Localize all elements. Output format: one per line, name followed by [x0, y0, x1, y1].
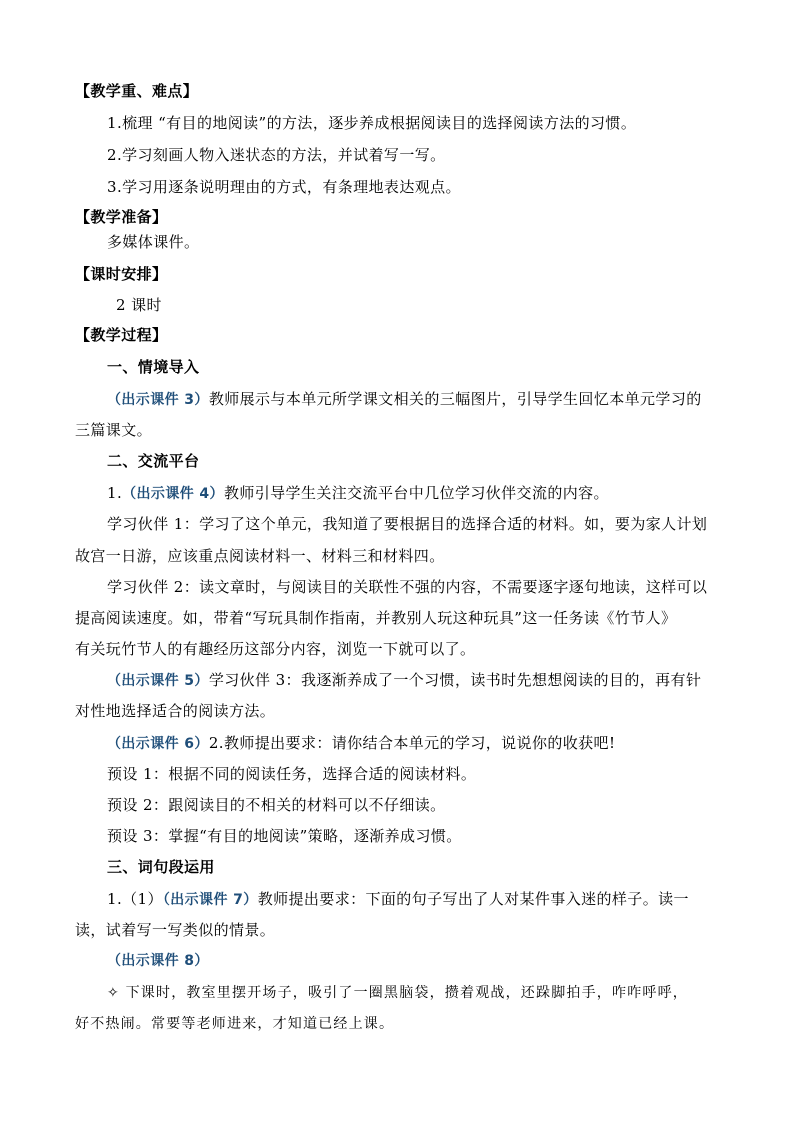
courseware-cue: （出示课件 5） — [107, 673, 209, 689]
partner1-line-1: 学习伙伴 1：学习了这个单元，我知道了要根据目的选择合适的材料。如，要为家人计划 — [107, 515, 708, 533]
part2-title: 二、交流平台 — [107, 452, 200, 470]
prep-heading: 【教学准备】 — [75, 208, 168, 226]
item-number: 1. — [107, 484, 123, 502]
part1-line-1 — [107, 389, 702, 410]
item-text: 教师引导学生关注交流平台中几位学习伙伴交流的内容。 — [223, 484, 609, 502]
focus-item-1: 1.梳理 “有目的地阅读”的方法，逐步养成根据阅读目的选择阅读方法的习惯。 — [107, 114, 637, 132]
process-heading: 【教学过程】 — [75, 326, 168, 344]
courseware-cue: （出示课件 7） — [162, 892, 258, 908]
part3-item-line-2: 读，试着写一写类似的情景。 — [75, 921, 276, 939]
partner3-line-2: 对性地选择适合的阅读方法。 — [75, 702, 276, 720]
schedule-heading: 【课时安排】 — [75, 265, 168, 283]
item-number: 1.（1） — [107, 890, 163, 908]
courseware-cue: （出示课件 8） — [107, 953, 209, 969]
partner3-text: 学习伙伴 3：我逐渐养成了一个习惯，读书时先想想阅读的目的，再有针 — [208, 671, 702, 689]
example-text-1: 下课时，教室里摆开场子，吸引了一圈黑脑袋，攒着观战，还跺脚拍手，咋咋呼呼， — [125, 985, 688, 1001]
courseware-cue: （出示课件 6） — [107, 736, 209, 752]
partner3-line-1 — [107, 670, 701, 691]
partner1-line-2: 故宫一日游，应该重点阅读材料一、材料三和材料四。 — [75, 547, 445, 565]
item-text: 教师提出要求：下面的句子写出了人对某件事入迷的样子。读一 — [257, 890, 689, 908]
focus-heading: 【教学重、难点】 — [75, 82, 199, 100]
focus-item-3: 3.学习用逐条说明理由的方式，有条理地表达观点。 — [107, 178, 461, 196]
preset-2: 预设 2：跟阅读目的不相关的材料可以不仔细读。 — [107, 796, 446, 814]
preset-3: 预设 3：掌握“有目的地阅读”策略，逐渐养成习惯。 — [107, 827, 462, 845]
item-text: 2.教师提出要求：请你结合本单元的学习，说说你的收获吧! — [208, 734, 616, 752]
courseware-cue: （出示课件 3） — [107, 392, 209, 408]
part3-item-line-1 — [107, 889, 689, 910]
part1-title: 一、情境导入 — [107, 358, 200, 376]
courseware-cue: （出示课件 4） — [122, 486, 224, 502]
part2-item-1 — [107, 483, 609, 504]
part2-item-2 — [107, 733, 615, 754]
diamond-icon: ✧ — [107, 985, 120, 1001]
focus-item-2: 2.学习刻画人物入迷状态的方法，并试着写一写。 — [107, 146, 446, 164]
part3-title: 三、词句段运用 — [107, 858, 215, 876]
prep-text: 多媒体课件。 — [107, 233, 200, 251]
schedule-text: 2 课时 — [116, 296, 162, 314]
example-line-2: 好不热闹。常要等老师进来，才知道已经上课。 — [75, 1016, 395, 1032]
part1-text-1: 教师展示与本单元所学课文相关的三幅图片，引导学生回忆本单元学习的 — [208, 390, 702, 408]
example-line-1 — [107, 983, 688, 1003]
partner2-line-3: 有关玩竹节人的有趣经历这部分内容，浏览一下就可以了。 — [75, 640, 476, 658]
partner2-line-1: 学习伙伴 2：读文章时，与阅读目的关联性不强的内容，不需要逐字逐句地读，这样可以 — [107, 578, 708, 596]
part1-line-2: 三篇课文。 — [75, 421, 153, 439]
preset-1: 预设 1：根据不同的阅读任务，选择合适的阅读材料。 — [107, 765, 477, 783]
partner2-line-2: 提高阅读速度。如，带着“写玩具制作指南，并教别人玩这种玩具”这一任务读《竹节人》 — [75, 609, 677, 627]
